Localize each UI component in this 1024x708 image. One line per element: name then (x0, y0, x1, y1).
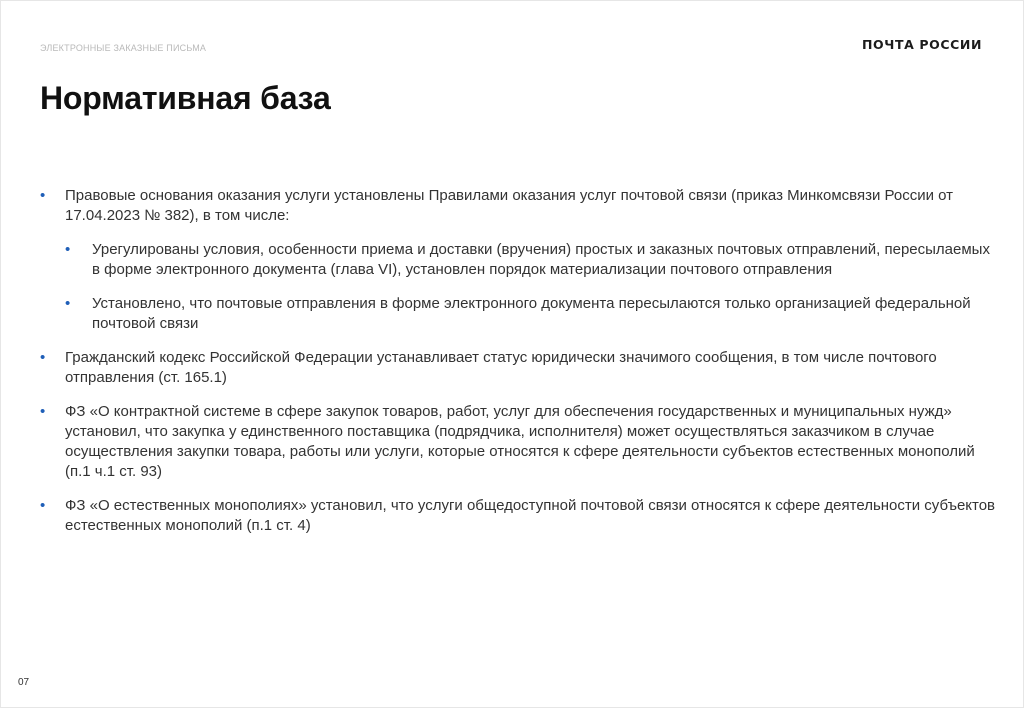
list-item-text: Правовые основания оказания услуги установлены Правилами оказания услуг почтовой связи (приказ Минкомсвязи России от 17.04.2023 № 382), в том числе: (65, 187, 954, 224)
sub-list-item-text: Урегулированы условия, особенности приема и доставки (вручения) простых и заказных почтовых отправлений, пересылаемых в форме электронного документа (глава VI), установлен порядок материализации почтового отправления (92, 241, 990, 278)
bullet-icon: • (40, 497, 46, 514)
list-item-text: ФЗ «О контрактной системе в сфере закупок товаров, работ, услуг для обеспечения государственных и муниципальных нужд» установил, что закупка у единственного поставщика (подрядчика, исполнителя) может осуществляться заказчиком в случае осуществления закупки товара, работы или услуги, которые относятся к сфере деятельности субъектов естественных монополий (п.1 ч.1 ст. 93) (65, 403, 975, 480)
list-item (40, 186, 1000, 334)
bullet-icon: • (40, 187, 46, 204)
list-item-text: Гражданский кодекс Российской Федерации устанавливает статус юридически значимого сообщения, в том числе почтового отправления (ст. 165.1) (65, 349, 937, 386)
list-item (40, 496, 1000, 536)
bullet-icon: • (40, 349, 46, 366)
list-item-text: ФЗ «О естественных монополиях» установил, что услуги общедоступной почтовой связи относятся к сфере деятельности субъектов естественных монополий (п.1 ст. 4) (65, 497, 996, 534)
list-item (40, 402, 1000, 482)
page-title: Нормативная база (40, 80, 331, 116)
page-number: 07 (18, 677, 30, 688)
content-list (40, 186, 1000, 550)
bullet-icon: • (65, 295, 71, 312)
bullet-icon: • (40, 403, 46, 420)
pochta-rossii-logo: ПОЧТА РОССИИ (862, 37, 982, 52)
sub-list-item (65, 294, 1000, 334)
list-item (40, 348, 1000, 388)
header-label: ЭЛЕКТРОННЫЕ ЗАКАЗНЫЕ ПИСЬМА (40, 43, 207, 53)
sub-list-item-text: Установлено, что почтовые отправления в форме электронного документа пересылаются только организацией федеральной почтовой связи (92, 295, 971, 332)
bullet-icon: • (65, 241, 71, 258)
sub-list-item (65, 240, 1000, 280)
